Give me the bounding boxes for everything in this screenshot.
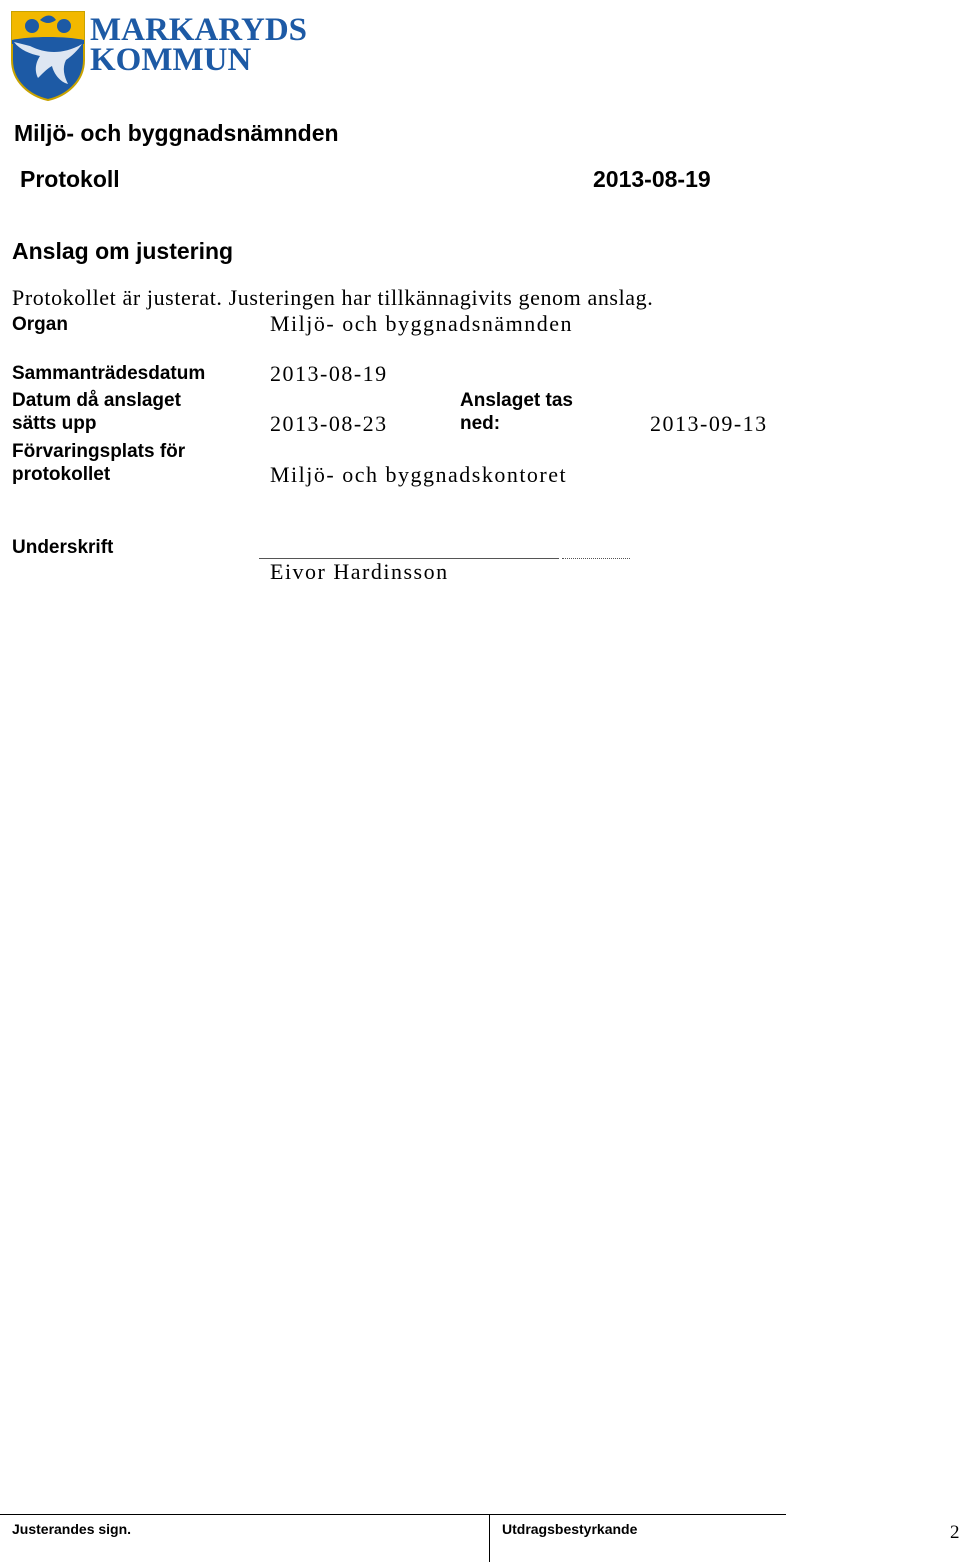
organ-value: Miljö- och byggnadsnämnden <box>270 311 573 336</box>
committee-heading: Miljö- och byggnadsnämnden <box>14 120 339 146</box>
signature-label: Underskrift <box>12 537 114 558</box>
storage-label-line1: Förvaringsplats för <box>12 441 186 462</box>
storage-value: Miljö- och byggnadskontoret <box>270 462 568 487</box>
section-title: Anslag om justering <box>12 238 234 264</box>
meeting-date-label: Sammanträdesdatum <box>12 363 206 384</box>
posted-label-line2: sätts upp <box>12 413 97 434</box>
posted-label-line1: Datum då anslaget <box>12 390 181 411</box>
posted-date-value: 2013-08-23 <box>270 411 388 436</box>
footer-adjuster-sign: Justerandes sign. <box>12 1521 132 1537</box>
organ-label: Organ <box>12 314 68 335</box>
signatory-name: Eivor Hardinsson <box>270 559 449 584</box>
storage-label-line2: protokollet <box>12 464 111 485</box>
logo-text-line1: MARKARYDS <box>90 12 307 48</box>
municipality-logo <box>10 10 320 106</box>
removed-date-value: 2013-09-13 <box>650 411 768 436</box>
page-number: 2 <box>950 1522 960 1543</box>
removed-label-line1: Anslaget tas <box>460 390 573 411</box>
meeting-date-value: 2013-08-19 <box>270 361 388 386</box>
removed-label-line2: ned: <box>460 413 501 434</box>
document-type: Protokoll <box>20 166 120 192</box>
signature-line-dotted <box>562 558 630 559</box>
intro-text: Protokollet är justerat. Justeringen har tillkännagivits genom anslag. <box>12 285 654 310</box>
coat-of-arms-icon <box>10 10 86 102</box>
logo-text-line2: KOMMUN <box>90 42 252 78</box>
footer-divider <box>489 1515 490 1562</box>
document-date: 2013-08-19 <box>593 166 711 192</box>
footer-extract-certifier: Utdragsbestyrkande <box>502 1521 638 1537</box>
footer-rule <box>0 1514 786 1515</box>
